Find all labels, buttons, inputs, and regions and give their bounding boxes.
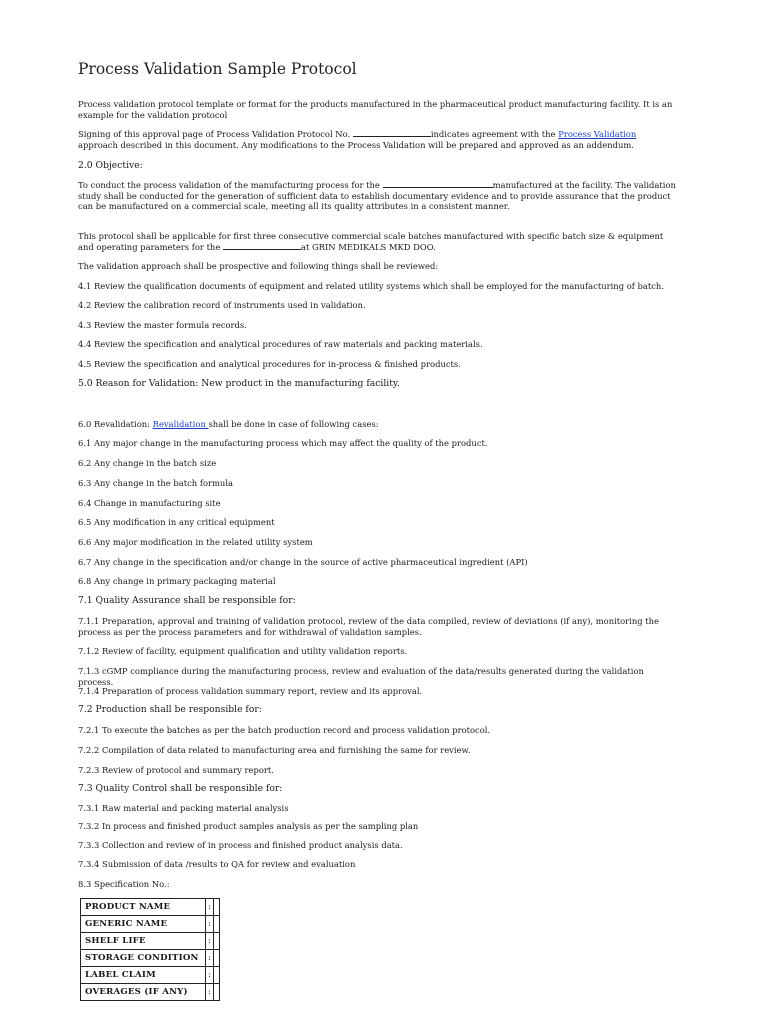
reason-heading: 5.0 Reason for Validation: New product in the manufacturing facility.	[78, 378, 400, 389]
objective-text-start: To conduct the process validation of the manufacturing process for the	[78, 180, 383, 190]
qc-item: 7.3.3 Collection and review of in process and finished product analysis data.	[78, 840, 403, 850]
revalidation-item: 6.6 Any major modification in the related utility system	[78, 537, 313, 547]
process-validation-link[interactable]: Process Validation	[558, 129, 637, 139]
objective-heading: 2.0 Objective:	[78, 160, 143, 171]
spec-field-label: PRODUCT NAME	[81, 899, 206, 916]
qa-item: 7.1.1 Preparation, approval and training of validation protocol, review of the data compiled, review of deviations (if any), monitoring the process as per the process parameters and for withdrawal of validation samples.	[78, 616, 659, 637]
revalidation-item: 6.8 Any change in primary packaging material	[78, 576, 276, 586]
review-item: 4.4 Review the specification and analytical procedures of raw materials and packing materials.	[78, 339, 483, 349]
qc-item: 7.3.2 In process and finished product samples analysis as per the sampling plan	[78, 821, 419, 831]
spec-field-label: STORAGE CONDITION	[81, 950, 206, 967]
spec-field-label: LABEL CLAIM	[81, 967, 206, 984]
production-item: 7.2.2 Compilation of data related to manufacturing area and furnishing the same for review.	[78, 745, 471, 755]
signing-text-start: Signing of this approval page of Process Validation Protocol No.	[78, 129, 353, 139]
review-item: 4.3 Review the master formula records.	[78, 320, 247, 330]
qc-item: 7.3.1 Raw material and packing material analysis	[78, 803, 289, 813]
table-row	[81, 899, 220, 916]
spec-colon: :	[206, 899, 214, 916]
intro-paragraph: Process validation protocol template or format for the products manufactured in the pharmaceutical product manufacturing facility. It is an example for the validation protocol	[78, 99, 673, 120]
table-row	[81, 916, 220, 933]
production-heading: 7.2 Production shall be responsible for:	[78, 704, 262, 715]
qa-item: 7.1.2 Review of facility, equipment qualification and utility validation reports.	[78, 646, 408, 656]
signing-text-end: approach described in this document. Any modifications to the Process Validation will be prepared and approved as an addendum.	[78, 139, 634, 150]
review-item: 4.1 Review the qualification documents of equipment and related utility systems which shall be employed for the manufacturing of batch.	[78, 281, 664, 291]
spec-colon: :	[206, 984, 214, 1001]
spec-value-cell[interactable]	[214, 967, 220, 984]
protocol-number-blank	[353, 129, 431, 137]
specification-table	[80, 898, 220, 1001]
signing-text-middle: indicates agreement with the	[430, 129, 559, 139]
spec-colon: :	[206, 967, 214, 984]
revalidation-item: 6.4 Change in manufacturing site	[78, 498, 221, 508]
spec-field-label: GENERIC NAME	[81, 916, 206, 933]
revalidation-item: 6.5 Any modification in any critical equipment	[78, 517, 275, 527]
applicability-text-start: This protocol shall be applicable for first three consecutive commercial scale batches manufactured with specific batch size & equipment and operating parameters for the	[78, 231, 664, 252]
spec-value-cell[interactable]	[214, 916, 220, 933]
revalidation-link[interactable]: Revalidation	[152, 419, 209, 429]
qc-item: 7.3.4 Submission of data /results to QA for review and evaluation	[78, 859, 356, 869]
revalidation-item: 6.3 Any change in the batch formula	[78, 478, 233, 488]
spec-field-label: SHELF LIFE	[81, 933, 206, 950]
revalidation-heading	[78, 419, 678, 430]
spec-value-cell[interactable]	[214, 899, 220, 916]
qa-item: 7.1.3 cGMP compliance during the manufacturing process, review and evaluation of the data/results generated during the validation process.	[78, 666, 644, 687]
revalidation-item: 6.2 Any change in the batch size	[78, 458, 217, 468]
signing-paragraph	[78, 129, 678, 150]
table-row	[81, 984, 220, 1001]
applicability-paragraph	[78, 231, 678, 252]
objective-text-end: manufactured at the facility. The validation study shall be conducted for the generation of sufficient data to establish documentary evidence and to provide assurance that the product can be manufactured on a commercial scale, meeting all its quality attributes in a consistent manner.	[78, 180, 676, 212]
review-item: 4.5 Review the specification and analytical procedures for in-process & finished products.	[78, 359, 461, 369]
revalidation-text-start: 6.0 Revalidation:	[78, 419, 153, 429]
revalidation-item: 6.1 Any major change in the manufacturing process which may affect the quality of the product.	[78, 438, 488, 448]
spec-colon: :	[206, 933, 214, 950]
specification-label: 8.3 Specification No.:	[78, 879, 170, 889]
parameters-blank	[223, 242, 301, 250]
spec-field-label: OVERAGES (IF ANY)	[81, 984, 206, 1001]
spec-colon: :	[206, 916, 214, 933]
production-item: 7.2.1 To execute the batches as per the batch production record and process validation protocol.	[78, 725, 491, 735]
spec-value-cell[interactable]	[214, 984, 220, 1001]
applicability-text-end: at GRIN MEDIKALS MKD DOO.	[300, 241, 436, 252]
table-row	[81, 950, 220, 967]
spec-value-cell[interactable]	[214, 933, 220, 950]
review-item: 4.2 Review the calibration record of instruments used in validation.	[78, 300, 366, 310]
qc-heading: 7.3 Quality Control shall be responsible for:	[78, 783, 283, 794]
qa-item: 7.1.4 Preparation of process validation summary report, review and its approval.	[78, 686, 423, 696]
table-row	[81, 933, 220, 950]
revalidation-text-end: shall be done in case of following cases:	[208, 419, 379, 429]
objective-paragraph	[78, 180, 678, 212]
table-row	[81, 967, 220, 984]
spec-colon: :	[206, 950, 214, 967]
spec-value-cell[interactable]	[214, 950, 220, 967]
revalidation-item: 6.7 Any change in the specification and/or change in the source of active pharmaceutical ingredient (API)	[78, 557, 528, 567]
approach-paragraph: The validation approach shall be prospective and following things shall be reviewed:	[78, 261, 439, 271]
page-title: Process Validation Sample Protocol	[78, 60, 357, 78]
production-item: 7.2.3 Review of protocol and summary report.	[78, 765, 274, 775]
product-name-blank	[383, 180, 493, 188]
qa-heading: 7.1 Quality Assurance shall be responsible for:	[78, 595, 296, 606]
